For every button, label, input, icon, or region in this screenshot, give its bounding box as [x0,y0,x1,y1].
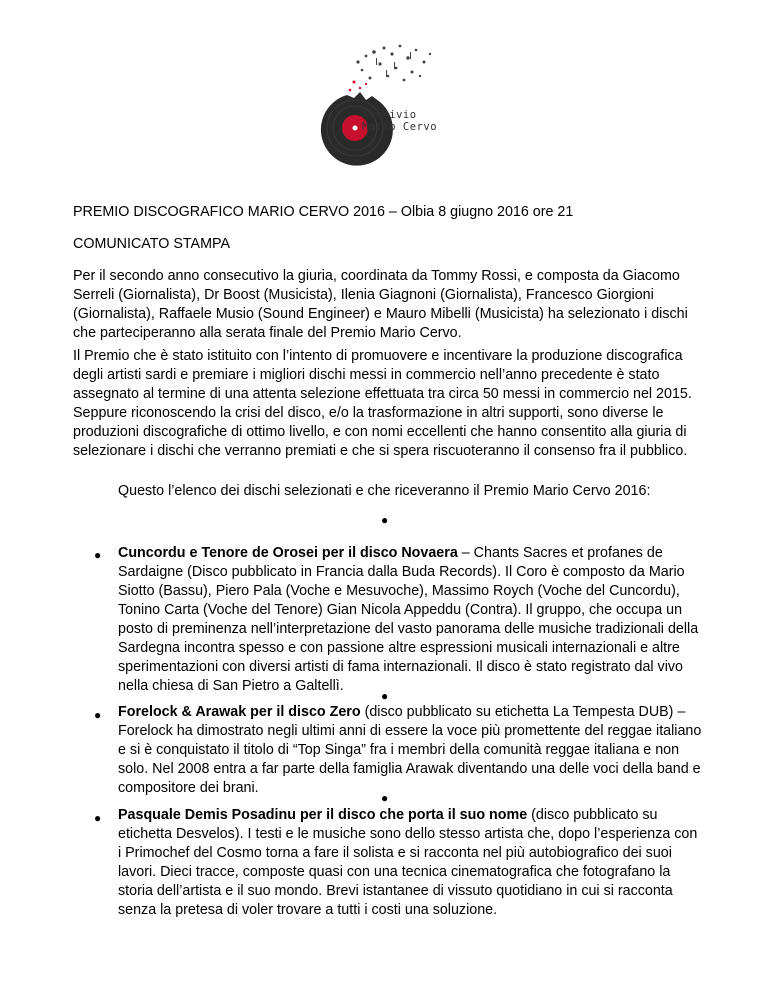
item-title: Cuncordu e Tenore de Orosei per il disco Novaera [118,545,458,561]
logo-line-1: Archivio [362,109,417,121]
document-subheading: COMUNICATO STAMPA [73,236,231,252]
separator-bullet: ● [381,791,389,805]
item-title: Forelock & Arawak per il disco Zero [118,704,361,720]
empty-bullet: ● [381,513,389,527]
item-text: (disco pubblicato su etichetta Desvelos). I testi e le musiche sono dello stesso artista che, dopo l’esperienza con i Primochef del Cosmo torna a fare il solista e si racconta nel più autobiografico dei suoi lavori. Dieci tracce, composte quasi con una tecnica cinematografica che fotografano la storia dell’artista e il suo mondo. Brevi istantanee di vissuto quotidiano in cui si racconta senza la pretesa di voler trovare a tutti i costi una soluzione. [118,807,698,918]
separator-bullet: ● [381,689,389,703]
list-item [118,703,703,798]
logo-line-2: Mario Cervo [362,121,438,133]
item-title: Pasquale Demis Posadinu per il disco che porta il suo nome [118,807,528,823]
item-text: (disco pubblicato su etichetta La Tempesta DUB) – Forelock ha dimostrato negli ultimi anni di essere la voce più promettente del reggae italiano e si è conquistato il titolo di “Top Singa” fra i membri della comunità reggae italiana e non solo. Nel 2008 entra a far parte della famiglia Arawak diventando una delle voci della band e compositore dei brani. [118,704,702,796]
logo-text [362,109,437,133]
list-bullet: ● [94,811,102,825]
paragraph-prize: Il Premio che è stato istituito con l’intento di promuovere e incentivare la produzione discografica degli artisti sardi e premiare i migliori dischi messi in commercio nell’anno precedente è stato assegnato al termine di una attenta selezione effettuata tra circa 50 messi in commercio nel 2015. Seppure riconoscendo la crisi del disco, e/o la trasformazione in altri supporti, sono diverse le produzioni discografiche di ottimo livello, e con nomi eccellenti che hanno consentito alla giuria di selezionare i dischi che verranno premiati e che si spera riscuoteranno il consenso fra il pubblico. [73,348,692,459]
list-bullet: ● [94,708,102,722]
list-item [118,544,703,696]
music-notes-icon [349,45,432,92]
list-item [118,806,703,920]
item-text: – Chants Sacres et profanes de Sardaigne (Disco pubblicato in Francia dalla Buda Records). Il Coro è composto da Mario Siotto (Bassu), Piero Pala (Voche e Mesuvoche), Massimo Roych (Voche del Cuncordu), Tonino Carta (Voche del Tenore) Gian Nicola Appeddu (Contra). Il gruppo, che occupa un posto di preminenza nell’interpretazione del vasto panorama delle musiche tradizionali della Sardegna incontra spesso e con passione altre espressioni musicali internazionali e altre sperimentazioni con diversi artisti di fama internazionali. Il disco è stato registrato dal vivo nella chiesa di San Pietro a Galtellì. [118,545,699,694]
paragraph-jury: Per il secondo anno consecutivo la giuria, coordinata da Tommy Rossi, e composta da Giacomo Serreli (Giornalista), Dr Boost (Musicista), Ilenia Giagnoni (Giornalista), Francesco Giorgioni (Giornalista), Raffaele Musio (Sound Engineer) e Mauro Mibelli (Musicista) ha selezionato i dischi che parteciperanno alla serata finale del Premio Mario Cervo. [73,268,688,341]
list-intro: Questo l’elenco dei dischi selezionati e che riceveranno il Premio Mario Cervo 2016: [118,483,651,499]
archivio-logo [300,40,470,170]
document-heading: PREMIO DISCOGRAFICO MARIO CERVO 2016 – Olbia 8 giugno 2016 ore 21 [73,204,574,220]
list-bullet: ● [94,548,102,562]
